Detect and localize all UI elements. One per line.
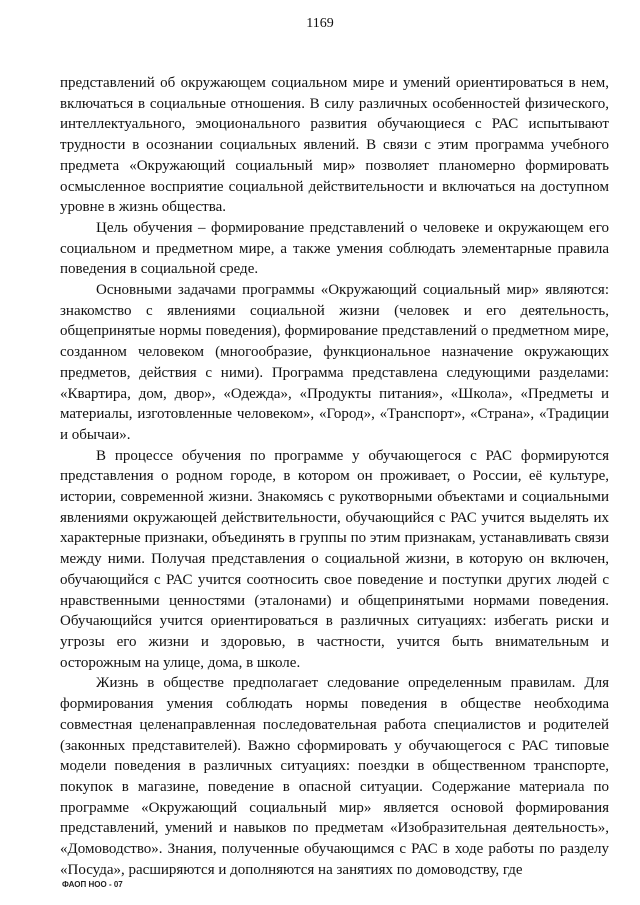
paragraph-5: Жизнь в обществе предполагает следование определенным правилам. Для формирования умения соблюдать нормы поведения в обществе необходима совместная целенаправленная последовательная работа специалистов и родителей (законных представителей). Важно сформировать у обучающегося с РАС типовые модели поведения в различных ситуациях: поездки в общественном транспорте, покупок в магазине, поведение в опасной ситуации. Содержание материала по программе «Окружающий социальный мир» является основой формирования представлений, умений и навыков по предметам «Изобразительная деятельность», «Домоводство». Знания, полученные обучающимся с РАС в ходе работы по разделу «Посуда», расширяются и дополняются на занятиях по домоводству, где xyxy=(60,675,609,878)
paragraph-4: В процессе обучения по программе у обучающегося с РАС формируются представления о родном городе, в котором он проживает, о России, её культуре, истории, современной жизни. Знакомясь с рукотворными объектами и социальными явлениями окружающей действительности, обучающийся с РАС учится выделять их характерные признаки, объединять в группы по этим признакам, устанавливать связи между ними. Получая представления о социальной жизни, в которую он включен, обучающийся с РАС учится соотносить свое поведение и поступки других людей с нравственными ценностями (эталонами) и общепринятыми нормами поведения. Обучающийся учится ориентироваться в различных ситуациях: избегать риски и угрозы его жизни и здоровью, в частности, учится быть внимательным и осторожным на улице, дома, в школе. xyxy=(60,447,609,671)
paragraph-2: Цель обучения – формирование представлений о человеке и окружающем его социальном и предметном мире, а также умения соблюдать элементарные правила поведения в социальной среде. xyxy=(60,219,609,278)
footer-label: ФАОП НОО - 07 xyxy=(62,880,123,889)
paragraph-1: представлений об окружающем социальном мире и умений ориентироваться в нем, включаться в социальные отношения. В силу различных особенностей физического, интеллектуального, эмоционального развития обучающиеся с РАС испытывают трудности в осознании социальных явлений. В связи с этим программа учебного предмета «Окружающий социальный мир» позволяет планомерно формировать осмысленное восприятие социальной действительности и включаться на доступном уровне в жизнь общества. xyxy=(60,75,609,216)
document-body xyxy=(60,73,609,880)
page-number: 1169 xyxy=(306,16,334,31)
paragraph-3: Основными задачами программы «Окружающий социальный мир» являются: знакомство с явлениями социальной жизни (человек и его деятельность, общепринятые нормы поведения), формирование представлений о предметном мире, созданном человеком (многообразие, функциональное назначение окружающих предметов, действия с ними). Программа представлена следующими разделами: «Квартира, дом, двор», «Одежда», «Продукты питания», «Школа», «Предметы и материалы, изготовленные человеком», «Город», «Транспорт», «Страна», «Традиции и обычаи». xyxy=(60,282,609,443)
